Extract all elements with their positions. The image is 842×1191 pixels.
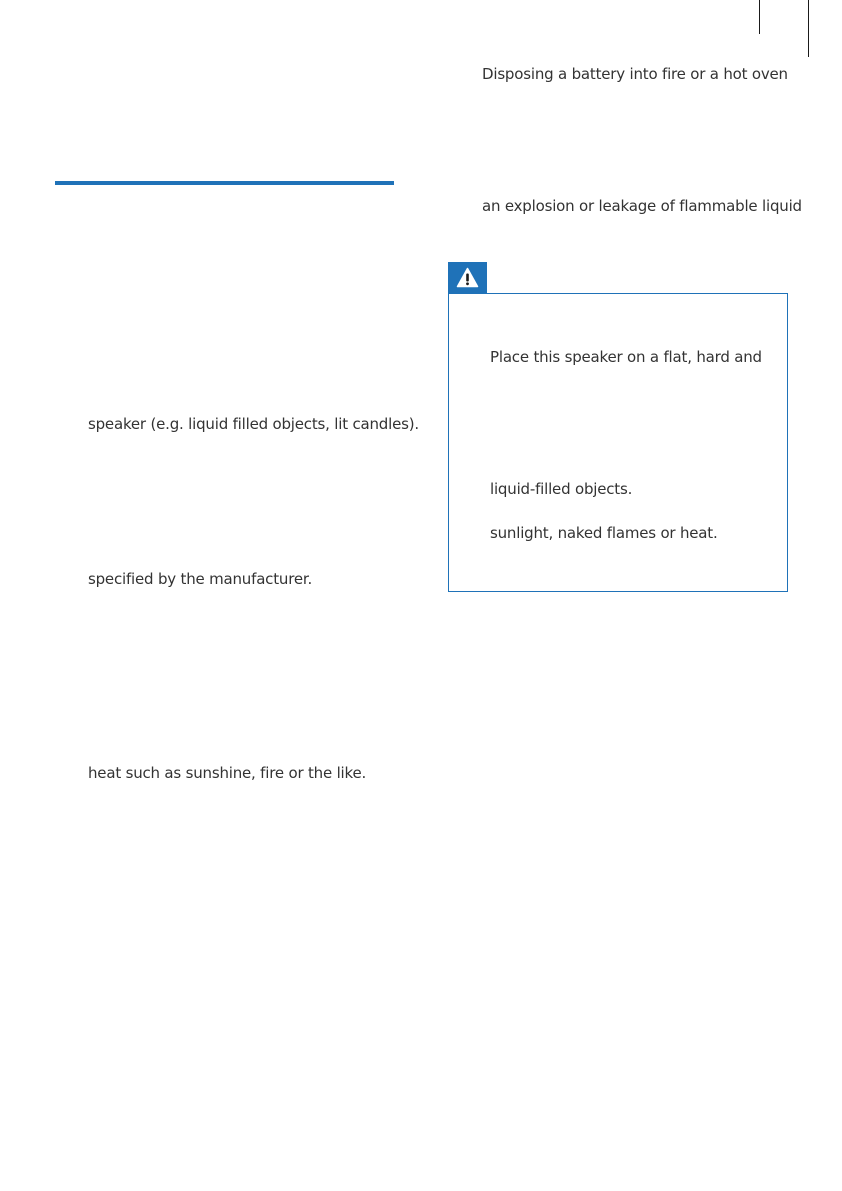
section-heading-rule [55, 181, 394, 185]
crop-mark-right [808, 0, 809, 57]
crop-mark-left [759, 0, 760, 34]
warning-text-line: sunlight, naked flames or heat. [490, 524, 718, 542]
body-text-line: heat such as sunshine, fire or the like. [88, 764, 367, 782]
body-text-line: specified by the manufacturer. [88, 570, 313, 588]
warning-tab [448, 262, 487, 294]
warning-text-line: liquid-filled objects. [490, 480, 633, 498]
warning-box [448, 293, 788, 592]
body-text-line: an explosion or leakage of flammable liquid [482, 197, 802, 215]
warning-triangle-icon [456, 267, 479, 288]
body-text-line: speaker (e.g. liquid filled objects, lit candles). [88, 415, 419, 433]
warning-text-line: Place this speaker on a flat, hard and [490, 348, 762, 366]
body-text-line: Disposing a battery into fire or a hot oven [482, 65, 788, 83]
